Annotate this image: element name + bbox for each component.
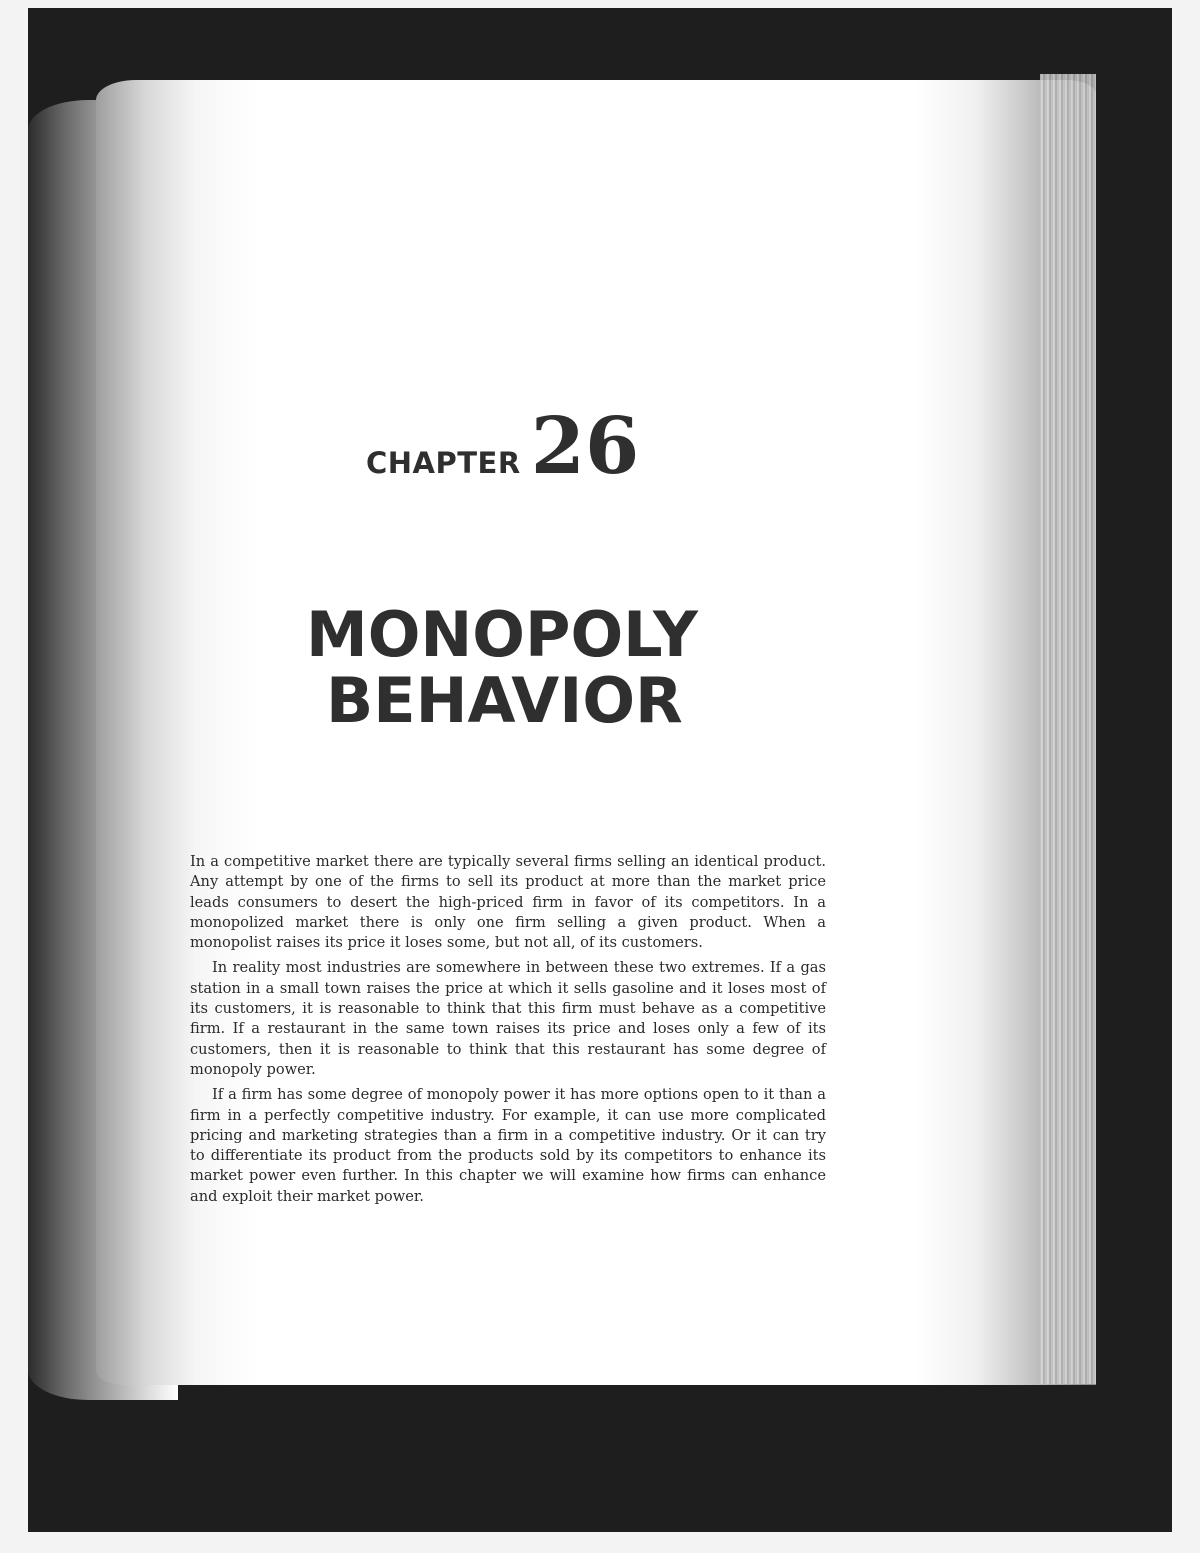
chapter-title-line-2: BEHAVIOR (326, 664, 683, 737)
paragraph-2: In reality most industries are somewhere in between these two extremes. If a gas station in a small town raises the price at which it sells gasoline and it loses most of its customers, it is reasonable to think that this firm must behave as a competitive firm. If a restaurant in the same town raises its price and loses only a few of its customers, then it is reasonable to think that this restaurant has some degree of monopoly power. (190, 959, 826, 1078)
chapter-number: 26 (530, 401, 640, 492)
chapter-heading (366, 401, 640, 492)
chapter-title-line-1: MONOPOLY (306, 598, 698, 671)
chapter-title (306, 598, 826, 737)
page-stack-edge (1040, 74, 1096, 1384)
paragraph-3: If a firm has some degree of monopoly power it has more options open to it than a firm in a perfectly competitive industry. For example, it can use more complicated pricing and marketing strategies than a firm in a competitive industry. Or it can try to differentiate its product from the products sold by its competitors to enhance its market power even further. In this chapter we will examine how firms can enhance and exploit their market power. (190, 1086, 826, 1205)
chapter-intro-text (190, 852, 826, 1207)
paragraph-1: In a competitive market there are typically several firms selling an identical product. Any attempt by one of the firms to sell its product at more than the market price leads consumers to desert the high-priced firm in favor of its competitors. In a monopolized market there is only one firm selling a given product. When a monopolist raises its price it loses some, but not all, of its customers. (190, 853, 826, 952)
chapter-label: CHAPTER (366, 446, 521, 480)
